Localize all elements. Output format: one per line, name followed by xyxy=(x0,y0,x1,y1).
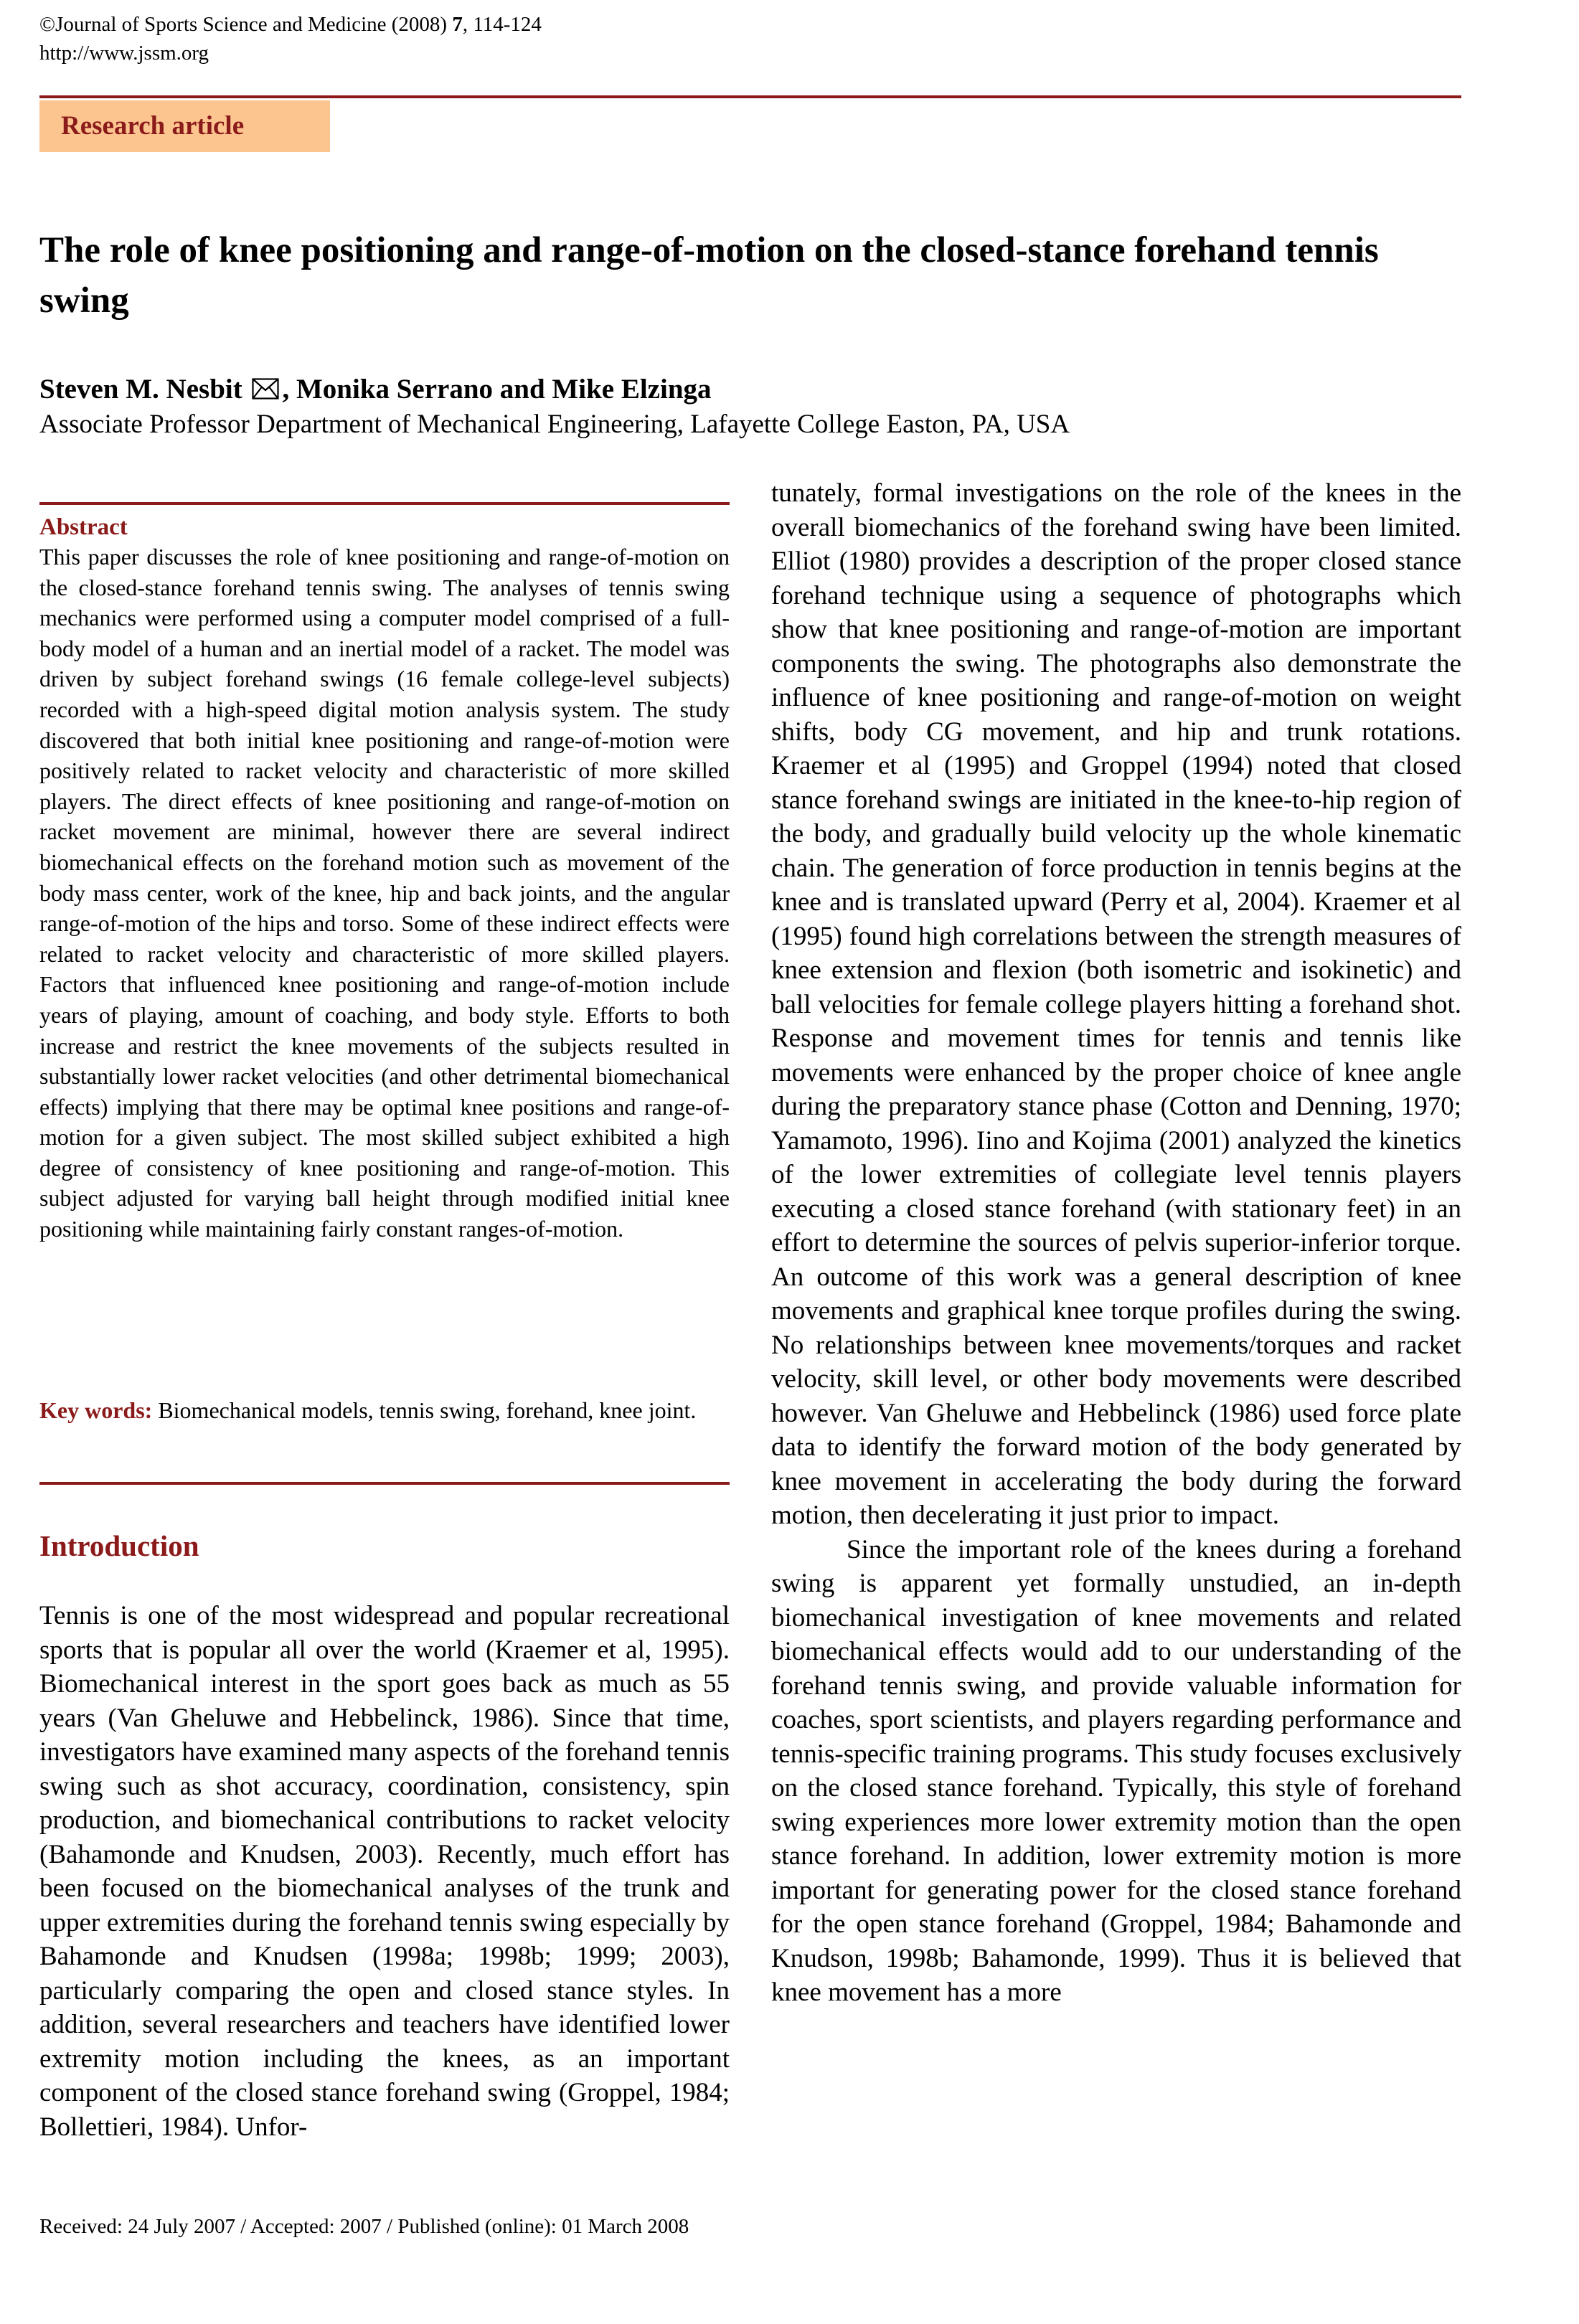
abstract-top-divider xyxy=(39,502,730,505)
journal-header xyxy=(39,10,542,67)
corresponding-author: Steven M. Nesbit xyxy=(39,374,242,405)
introduction-right-column xyxy=(771,476,1461,2010)
journal-citation: ©Journal of Sports Science and Medicine (2008) 7, 114-124 xyxy=(39,13,542,36)
introduction-heading: Introduction xyxy=(39,1529,199,1562)
abstract-text: This paper discusses the role of knee positioning and range-of-motion on the closed-stance forehand tennis swing. The analyses of tennis swing mechanics were performed using a computer model comprised of a full-body model of a human and an inertial model of a racket. The model was driven by subject forehand swings (16 female college-level subjects) recorded with a high-speed digital motion analysis system. The study discovered that both initial knee positioning and range-of-motion were positively related to racket velocity and characteristic of more skilled players. The direct effects of knee positioning and range-of-motion on racket movement are minimal, however there are several indirect biomechanical effects on the forehand motion such as movement of the body mass center, work of the knee, hip and back joints, and the angular range-of-motion of the hips and torso. Some of these indirect effects were related to racket velocity and characteristic of more skilled players. Factors that influenced knee positioning and range-of-motion include years of playing, amount of coaching, and body style. Efforts to both increase and restrict the knee movements of the subjects resulted in substantially lower racket velocities (and other detrimental biomechanical effects) implying that there may be optimal knee positions and range-of-motion for a given subject. The most skilled subject exhibited a high degree of consistency of knee positioning and range-of-motion. This subject adjusted for varying ball height through modified initial knee positioning while maintaining fairly constant ranges-of-motion. xyxy=(39,544,730,1242)
abstract-section xyxy=(39,513,730,1244)
journal-volume: 7 xyxy=(452,13,463,36)
envelope-icon[interactable] xyxy=(252,373,279,409)
publication-dates: Received: 24 July 2007 / Accepted: 2007 / Published (online): 01 March 2008 xyxy=(39,2215,689,2238)
abstract-heading: Abstract xyxy=(39,514,128,540)
header-divider xyxy=(39,95,1461,98)
keywords-bottom-divider xyxy=(39,1482,730,1485)
author-affiliation: Associate Professor Department of Mechanical Engineering, Lafayette College Easton, PA, USA xyxy=(39,410,1070,439)
intro-paragraph-2: Since the important role of the knees during a forehand swing is apparent yet formally unstudied, an in-depth biomechanical investigation of knee movements and related biomechanical effects would add to our understanding of the forehand tennis swing, and provide valuable information for coaches, sport scientists, and players regarding performance and tennis-specific training programs. This study focuses exclusively on the closed stance forehand. Typically, this style of forehand swing experiences more lower extremity motion than the open stance forehand. In addition, lower extremity motion is more important for generating power for the closed stance forehand for the open stance forehand (Groppel, 1984; Bahamonde and Knudson, 1998b; Bahamonde, 1999). Thus it is believed that knee movement has a more xyxy=(771,1534,1461,2007)
author-list xyxy=(39,372,712,409)
keywords-text: Biomechanical models, tennis swing, forehand, knee joint. xyxy=(152,1397,697,1423)
keywords-label: Key words: xyxy=(39,1397,153,1423)
paper-title: The role of knee positioning and range-of-motion on the closed-stance forehand tennis swing xyxy=(39,230,1379,321)
introduction-left-column xyxy=(39,1599,730,2144)
intro-paragraph-1: Tennis is one of the most widespread and popular recreational sports that is popular all over the world (Kraemer et al, 1995). Biomechanical interest in the sport goes back as much as 55 years (Van Gheluwe and Hebbelinck, 1986). Since that time, investigators have examined many aspects of the forehand tennis swing such as shot accuracy, coordination, consistency, spin production, and biomechanical contributions to racket velocity (Bahamonde and Knudsen, 2003). Recently, much effort has been focused on the biomechanical analyses of the trunk and upper extremities during the forehand tennis swing especially by Bahamonde and Knudsen (1998a; 1998b; 1999; 2003), particularly comparing the open and closed stance styles. In addition, several researchers and teachers have identified lower extremity motion including the knees, as an important component of the closed stance forehand swing (Groppel, 1984; Bollettieri, 1984). Unfor- xyxy=(39,1601,730,2142)
journal-url[interactable]: http://www.jssm.org xyxy=(39,42,209,65)
article-type-badge: Research article xyxy=(39,100,330,152)
co-authors: , Monika Serrano and Mike Elzinga xyxy=(282,374,712,405)
intro-paragraph-1-continued: tunately, formal investigations on the role of the knees in the overall biomechanics of the forehand swing have been limited. Elliot (1980) provides a description of the proper closed stance forehand technique using a sequence of photographs which show that knee positioning and range-of-motion are important components the swing. The photographs also demonstrate the influence of knee positioning and range-of-motion on weight shifts, body CG movement, and hip and trunk rotations. Kraemer et al (1995) and Groppel (1994) noted that closed stance forehand swings are initiated in the knee-to-hip region of the body, and gradually build velocity up the whole kinematic chain. The generation of force production in tennis begins at the knee and is translated upward (Perry et al, 2004). Kraemer et al (1995) found high correlations between the strength measures of knee extension and flexion (both isometric and isokinetic) and ball velocities for female college players hitting a forehand shot. Response and movement times for tennis and tennis like movements were enhanced by the proper choice of knee angle during the preparatory stance phase (Cotton and Denning, 1970; Yamamoto, 1996). Iino and Kojima (2001) analyzed the kinetics of the lower extremities of collegiate level tennis players executing a closed stance forehand (with stationary feet) in an effort to determine the sources of pelvis superior-inferior torque. An outcome of this work was a general description of knee movements and graphical knee torque profiles during the swing. No relationships between knee movements/torques and racket velocity, skill level, or other body movements were described however. Van Gheluwe and Hebbelinck (1986) used force plate data to identify the forward motion of the body generated by knee movement in accelerating the body during the forward motion, then decelerating it just prior to impact. xyxy=(771,478,1461,1530)
keywords xyxy=(39,1395,730,1426)
